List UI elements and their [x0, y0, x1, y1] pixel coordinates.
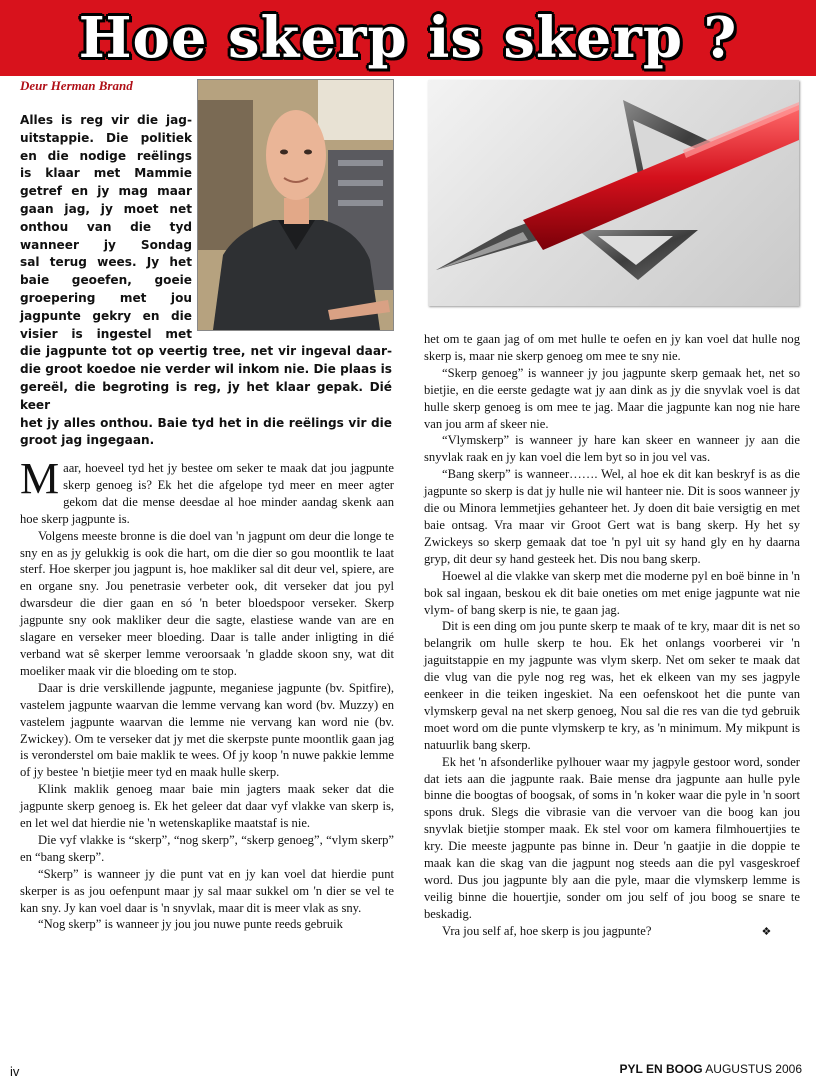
body-paragraph: Dit is een ding om jou punte skerp te maak of te kry, maar dit is net so belangrik om hulle skerp te hou. Ek het onlangs voorberei vir 'n jaguitstappie en my jagpunte was vlym skerp. Net om seker te maak dat die vlug van die pyle nog reg was, het ek elkeen van my ses jagpyle eenkeer in die teiken ingeskiet. Na een oefenskoot het die punte van vlymskerp geval na net skerp genoeg, Nou sal die res van die tyd gebruik moet word om die punte vlymskerp te kry, as 'n minimum. My mikpunt is natuurlik bang skerp.	[424, 619, 800, 752]
intro-line: visier is ingestel met	[20, 326, 192, 341]
body-paragraph: het om te gaan jag of om met hulle te oefen en jy kan voel dat hulle nog skerp is, maar nie skerp genoeg om mee te sny nie.	[424, 332, 800, 363]
body-paragraph: Die vyf vlakke is “skerp”, “nog skerp”, “skerp genoeg”, “vlym skerp” en “bang skerp”.	[20, 832, 394, 864]
broadhead-illustration	[428, 80, 799, 306]
intro-line: getref en jy mag maar	[20, 184, 192, 199]
body-paragraph: “Skerp” is wanneer jy die punt vat en jy kan voel dat hierdie punt skerper is as jou oefenpunt maar jy sal maar sukkel om 'n dier se vel te kan sny. Jy kan voel daar is 'n snyvlak, maar dit is meer vlak as sny.	[20, 866, 394, 915]
end-mark-icon: ❖	[761, 925, 772, 938]
intro-line: is klaar met Mammie	[20, 166, 192, 181]
body-paragraph: Hoewel al die vlakke van skerp met die moderne pyl en boë binne in 'n bok sal ingaan, beskou ek dit baie oneties om met enige jagpunte wat nie vlym- of bang skerp is nie, te gaan jag.	[424, 568, 800, 617]
intro-line: groepering met jou	[20, 290, 192, 305]
intro-line: sal terug wees. Jy het	[20, 255, 192, 270]
page-number: iv	[10, 1064, 20, 1079]
intro-line: en die nodige reëlings	[20, 148, 192, 163]
intro-line: baie geoefen, goeie	[20, 273, 192, 288]
broadhead-photo	[428, 80, 799, 306]
body-paragraph: Volgens meeste bronne is die doel van 'n jagpunt om deur die longe te sny en as jy gelukkig is ook die hart, om die dier so gou moontlik te laat sterf. Hoe skerper jou jagpunt is, hoe makliker sal dit deur vel, spiere, are en organe sny. Jou penetrasie verbeter ook, dit verseker dat jou pyl dwarsdeur die dier gaan en só 'n beter bloedspoor verseker. Skerp jagpunte sny ook makliker deur die sagte, elastiese wande van are en slagare en verseker meer bloeding. Daar is talle ander inligting in dié verband wat sê skerper lemme veroorsaak 'n gladde skoon sny, wat dit moeliker maak vir die bloeding om te stop.	[20, 528, 394, 678]
intro-paragraph	[20, 112, 392, 450]
intro-line: het jy alles onthou. Baie tyd het in die reëlings vir die	[20, 415, 392, 430]
intro-line: gereël, die begroting is reg, jy het klaar gepak. Dié keer	[20, 379, 392, 412]
intro-line: die jagpunte tot op veertig tree, net vir ingeval daar-	[20, 344, 392, 359]
intro-line: Alles is reg vir die jag-	[20, 113, 192, 127]
body-paragraph: “Vlymskerp” is wanneer jy hare kan skeer en wanneer jy aan die snyvlak raak en jy kan voel die lem byt so in jou vel vas.	[424, 433, 800, 465]
body-paragraph: Daar is drie verskillende jagpunte, meganiese jagpunte (bv. Spitfire), vastelem jagpunte waarvan die lemme vervang kan word (bv. Muzzy) en vastelem jagpunte waarvan die lemme nie vervang kan word nie (bv. Zwickey). Om te verseker dat jy met die skerpste punte moontlik gaan jag is veronderstel om baie maklik te wees. Of jy koop 'n nuwe pakkie lemme of jy bestee 'n bietjie meer tyd en maak hulle skerp.	[20, 680, 394, 780]
body-paragraph: Vra jou self af, hoe skerp is jou jagpunte? ❖	[424, 923, 800, 941]
intro-line: uitstappie. Die politiek	[20, 130, 192, 145]
intro-line: gaan jag, jy moet net	[20, 201, 192, 216]
issue-date: AUGUSTUS 2006	[705, 1062, 802, 1076]
intro-line: die groot koedoe nie verder wil inkom nie. Die plaas is	[20, 362, 392, 377]
footer-masthead	[619, 1062, 802, 1076]
byline: Deur Herman Brand	[20, 78, 133, 93]
intro-line: wanneer jy Sondag	[20, 237, 192, 252]
intro-line: jagpunte gekry en die	[20, 308, 192, 323]
body-paragraph: “Bang skerp” is wanneer……. Wel, al hoe ek dit kan beskryf is as die jagpunte so skerp is dat jy hulle nie wil hanteer nie. Dit is soos wanneer jy die ou Minora lemmetjies gehanteer het. Jy doen dit baie versigtig en met baie ontsag. Vra maar vir Groot Gert wat is bang skerp. Hy het sy Zwickeys so skerp gemaak dat toe 'n pyl uit sy hand gly en hy daarna gryp, dit deur sy hand gesteek het. Dis nou bang skerp.	[424, 467, 800, 566]
intro-line: onthou van die tyd	[20, 219, 192, 234]
body-paragraph: Maar, hoeveel tyd het jy bestee om seker te maak dat jou jagpunte skerp genoeg is? Ek het die afgelope tyd meer en meer agter gekom dat die mense deesdae al hoe minder aandag skenk aan hoe skerp jagpunte is.	[20, 454, 394, 526]
magazine-name: PYL EN BOOG	[619, 1062, 703, 1076]
body-paragraph: Ek het 'n afsonderlike pylhouer waar my jagpyle gestoor word, sonder dat iets aan die jagpunte raak. Baie mense dra jagpunte aan hulle pyle binne die boogtas of boogsak, of soms in 'n koker waar die pyle in 'n soort spons druk. Slegs die vibrasie van die vervoer van die boog kan jou snyvlak bietjie stomper maak. Ek stel voor om kamera filmhouertjies te kry. Die meeste jagpunte pas binne in. Deur 'n gaatjie in die doppie te maak kan die skag van die jagpunt nog steeds aan die pyl vasgeskroef word. Dus jou jagpunte bly aan die pyle, maar die vlymskerp lemme is veilig binne die houertjie, sonder om jou self of jou boog se snare te beskadig.	[424, 754, 800, 921]
right-body-column	[424, 331, 800, 941]
article-title: Hoe skerp is skerp ?	[78, 5, 738, 71]
body-paragraph: “Nog skerp” is wanneer jy jou jou nuwe punte reeds gebruik	[38, 917, 343, 932]
body-paragraph: Klink maklik genoeg maar baie min jagters maak seker dat die jagpunte skerp genoeg is. Ek het geleer dat daar vyf vlakke van skerp is, en let wel dat hierdie nie 'n wetenskaplike maatstaf is nie.	[20, 782, 394, 831]
intro-line: groot jag ingegaan.	[20, 433, 155, 448]
drop-cap: M	[20, 454, 60, 503]
body-paragraph: “Skerp genoeg” is wanneer jy jou jagpunte skerp gemaak het, net so bietjie, en die eerste gedagte wat jy aan dink as jy die snyvlak voel is dat hulle skerp genoeg is om mee te jag. Maar die jagpunte kan nog nie hare van jou arm af skeer nie.	[424, 365, 800, 431]
left-body-column	[20, 454, 394, 933]
